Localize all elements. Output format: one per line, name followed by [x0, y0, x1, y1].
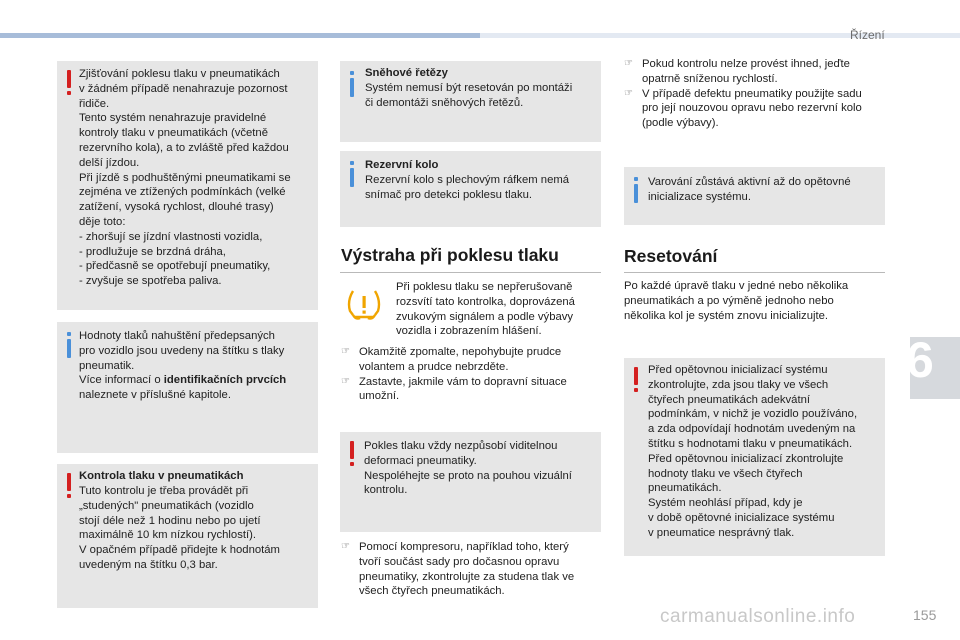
list-item — [341, 345, 601, 375]
action-list — [341, 540, 601, 599]
section-heading: Resetování — [624, 246, 718, 266]
info-text: Rezervní kolo s plechovým ráfkem nemá snímač pro detekci poklesu tlaku. — [365, 174, 570, 201]
action-list — [341, 345, 601, 404]
warning-text: Zjišťování poklesu tlaku v pneumatikách v žádném případě nenahrazuje pozornost řidiče. Tento systém nenahrazuje pravidelné kontroly tlaku v pneumatikách (včetně rezervního kola), a to zvláště před každou delší jízdou. Při jízdě s podhuštěnými pneumatikami se zejména ve ztížených podmínkách (velké zatížení, vysoká rychlost, dlouhé trasy) děje toto: - zhoršují se jízdní vlastnosti vozidla, - prodlužuje se brzdná dráha, - předčasně se opotřebují pneumatiky, - zvyšuje se spotřeba paliva. — [79, 68, 291, 288]
info-box-spare-wheel — [340, 151, 601, 227]
list-item-text: V případě defektu pneumatiky použijte sadu pro její nouzovou opravu nebo rezervní kolo (podle výbavy). — [642, 87, 862, 130]
info-text-bold: identifikačních prvcích — [163, 374, 287, 387]
info-text-end: naleznete v příslušné kapitole. — [79, 389, 231, 402]
list-item — [624, 57, 886, 87]
page-number: 155 — [913, 607, 937, 623]
action-list — [624, 57, 886, 131]
warning-text: Před opětovnou inicializací systému zkontrolujte, zda jsou tlaky ve všech čtyřech pneumatikách adekvátní podmínkám, v nichž je vozidlo používáno, a zda odpovídají hodnotám uvedeným na štítku s hodnotami tlaku v pneumatikách. Před opětovnou inicializací zkontrolujte hodnoty tlaku ve všech čtyřech pneumatikách. Systém neohlásí případ, kdy je v době opětovné inicializace systému v pneumatice nesprávný tlak. — [648, 364, 858, 539]
info-text — [79, 329, 315, 403]
list-item-text: Pokud kontrolu nelze provést ihned, jeďte opatrně sníženou rychlostí. — [642, 58, 850, 85]
warning-text: Pokles tlaku vždy nezpůsobí viditelnou deformaci pneumatiky. Nespoléhejte se proto na pouhou vizuální kontrolu. — [364, 440, 572, 497]
reset-intro: Po každé úpravě tlaku v jedné nebo několika pneumatikách a po výměně jednoho nebo několika kol je systém znovu inicializujte. — [624, 280, 849, 322]
box-title: Rezervní kolo — [365, 159, 439, 171]
warning-text: Tuto kontrolu je třeba provádět při „studených" pneumatikách (vozidlo stojí déle než 1 hodinu nebo po ujetí maximálně 10 km nízkou rychlostí). V opačném případě přidejte k hodnotám uvedeným na štítku 0,3 bar. — [79, 485, 280, 571]
warning-exclamation-icon — [349, 441, 355, 467]
box-title: Sněhové řetězy — [365, 67, 448, 79]
warning-box-reset — [624, 358, 885, 556]
list-item-text: Pomocí kompresoru, například toho, který tvoří součást sady pro dočasnou opravu pneumatiky, zkontrolujte za studena tlak ve všech čtyřech pneumatikách. — [359, 541, 575, 598]
hand-pointer-icon: ☞ — [341, 346, 350, 357]
info-icon — [633, 177, 639, 203]
chapter-number: 6 — [906, 332, 934, 388]
tyre-pressure-warning-icon — [344, 287, 384, 323]
info-icon — [349, 161, 355, 187]
section-title: Řízení — [850, 28, 885, 42]
info-box-pressure-values — [57, 322, 318, 453]
info-box-snow-chains — [340, 61, 601, 142]
heading-underline — [340, 272, 601, 273]
info-text: Systém nemusí být resetován po montáži či demontáži sněhových řetězů. — [365, 82, 573, 109]
list-item-text: Zastavte, jakmile vám to dopravní situace umožní. — [359, 375, 567, 403]
list-item-text: Okamžitě zpomalte, nepohybujte prudce volantem a prudce nebrzděte. — [359, 346, 562, 373]
warning-box-detection — [57, 61, 318, 310]
info-icon — [66, 332, 72, 358]
warning-box-pressure-check — [57, 464, 318, 608]
info-text: Varování zůstává aktivní až do opětovné inicializace systému. — [648, 176, 851, 203]
header-bar-light — [480, 33, 960, 38]
info-text-part: Hodnoty tlaků nahuštění předepsaných pro vozidlo jsou uvedeny na štítku s tlaky pneumatik. Více informací o — [79, 330, 285, 387]
hand-pointer-icon: ☞ — [624, 58, 633, 69]
hand-pointer-icon: ☞ — [624, 87, 633, 99]
section-heading: Výstraha při poklesu tlaku — [341, 245, 559, 265]
warning-exclamation-icon — [633, 367, 639, 393]
hand-pointer-icon: ☞ — [341, 375, 350, 387]
watermark: carmanualsonline.info — [660, 606, 856, 627]
box-title: Kontrola tlaku v pneumatikách — [79, 470, 244, 482]
warning-exclamation-icon — [66, 70, 72, 96]
header-bar — [0, 33, 480, 38]
list-item — [341, 375, 601, 405]
warning-exclamation-icon — [66, 473, 72, 499]
list-item — [624, 87, 886, 131]
hand-pointer-icon: ☞ — [341, 541, 350, 552]
info-icon — [349, 71, 355, 97]
warning-box-visual-check — [340, 432, 601, 532]
heading-underline — [624, 272, 885, 273]
list-item — [341, 540, 601, 599]
info-box-warning-active — [624, 167, 885, 225]
warning-lamp-description: Při poklesu tlaku se nepřerušovaně rozsvítí tato kontrolka, doprovázená zvukovým signálem a podle výbavy vozidla i zobrazením hlášení. — [396, 281, 575, 338]
